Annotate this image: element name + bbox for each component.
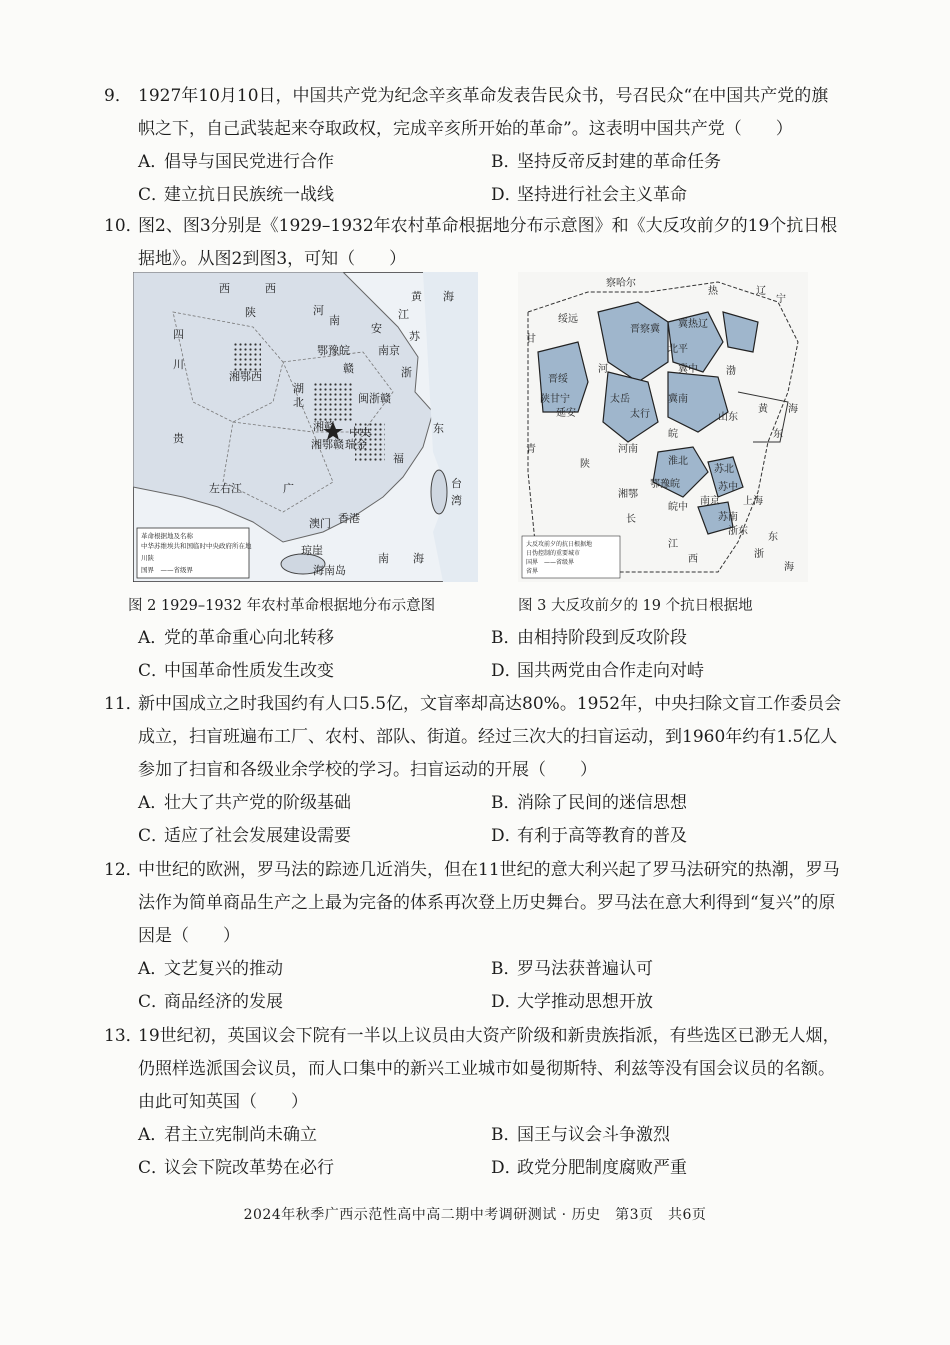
- svg-text:苏南: 苏南: [718, 512, 738, 523]
- page-footer: 2024年秋季广西示范性高中高二期中考调研测试 · 历史 第3页 共6页: [243, 1207, 707, 1223]
- svg-text:南京: 南京: [378, 344, 400, 357]
- svg-text:宁: 宁: [776, 294, 786, 305]
- svg-text:陕: 陕: [245, 306, 256, 319]
- question-number: 12．: [104, 860, 143, 880]
- svg-text:湘鄂: 湘鄂: [618, 489, 638, 500]
- svg-text:瑞金: 瑞金: [345, 438, 367, 451]
- svg-text:河: 河: [598, 364, 608, 375]
- svg-text:香港: 香港: [338, 512, 360, 525]
- option-d[interactable]: D．有利于高等教育的普及: [491, 826, 687, 846]
- svg-text:青: 青: [526, 444, 536, 455]
- svg-text:浙东: 浙东: [728, 526, 748, 537]
- options: [104, 622, 844, 688]
- question-number: 10．: [104, 216, 143, 236]
- svg-text:西: 西: [688, 554, 698, 565]
- svg-text:革命根据地及名称: 革命根据地及名称: [141, 532, 193, 540]
- svg-text:北平: 北平: [668, 344, 688, 355]
- option-a[interactable]: A．君主立宪制尚未确立: [138, 1125, 317, 1145]
- option-a[interactable]: A．壮大了共产党的阶级基础: [138, 793, 351, 813]
- svg-text:浙: 浙: [754, 549, 764, 560]
- svg-text:西: 西: [265, 282, 276, 295]
- svg-text:川陕: 川陕: [141, 554, 154, 562]
- svg-text:热: 热: [708, 286, 718, 297]
- svg-text:澳门: 澳门: [309, 517, 331, 530]
- question-10: [104, 210, 844, 276]
- svg-text:左右江: 左右江: [209, 482, 242, 495]
- svg-text:河南: 河南: [618, 444, 638, 455]
- svg-text:国界 ——省级界: 国界 ——省级界: [141, 566, 193, 574]
- svg-text:山东: 山东: [718, 412, 738, 423]
- svg-text:渤: 渤: [726, 366, 736, 377]
- svg-text:省界: 省界: [526, 568, 539, 575]
- option-b[interactable]: B．由相持阶段到反攻阶段: [491, 628, 687, 648]
- option-b[interactable]: B．坚持反帝反封建的革命任务: [491, 152, 721, 172]
- svg-text:陕: 陕: [580, 459, 590, 470]
- options: [104, 787, 844, 853]
- svg-text:东: 东: [768, 532, 778, 543]
- svg-text:绥远: 绥远: [558, 314, 578, 325]
- svg-text:湘鄂西: 湘鄂西: [229, 370, 262, 383]
- svg-text:冀中: 冀中: [678, 364, 698, 375]
- options: [104, 146, 844, 212]
- base-area: [313, 382, 353, 422]
- svg-text:湘赣: 湘赣: [313, 420, 335, 433]
- option-c[interactable]: C．建立抗日民族统一战线: [138, 185, 334, 205]
- option-d[interactable]: D．政党分肥制度腐败严重: [491, 1158, 687, 1178]
- svg-text:湘鄂赣: 湘鄂赣: [311, 438, 344, 451]
- option-d[interactable]: D．国共两党由合作走向对峙: [491, 661, 704, 681]
- question-number: 9．: [104, 86, 132, 106]
- svg-text:黄: 黄: [758, 404, 768, 415]
- svg-text:日伪控制的重要城市: 日伪控制的重要城市: [526, 550, 581, 557]
- svg-text:湖: 湖: [293, 382, 304, 395]
- option-c[interactable]: C．议会下院改革势在必行: [138, 1158, 334, 1178]
- svg-text:四: 四: [173, 328, 184, 341]
- question-10-options: [104, 622, 844, 688]
- base-area: [233, 342, 261, 372]
- svg-text:浙: 浙: [401, 366, 412, 379]
- question-13: [104, 1020, 844, 1185]
- question-stem: 图2、图3分别是《1929–1932年农村革命根据地分布示意图》和《大反攻前夕的19个抗日根据地》。从图2到图3，可知（ ）: [138, 216, 838, 269]
- question-number: 13．: [104, 1026, 143, 1046]
- svg-text:冀热辽: 冀热辽: [678, 319, 708, 330]
- figure-2-svg: [133, 272, 478, 582]
- svg-text:东: 东: [773, 429, 783, 440]
- option-a[interactable]: A．倡导与国民党进行合作: [138, 152, 334, 172]
- option-c[interactable]: C．适应了社会发展建设需要: [138, 826, 351, 846]
- option-d[interactable]: D．大学推动思想开放: [491, 992, 653, 1012]
- svg-text:北: 北: [293, 396, 304, 409]
- figure-2-caption: 图 2 1929–1932 年农村革命根据地分布示意图: [128, 598, 436, 614]
- svg-text:鄂豫皖: 鄂豫皖: [317, 344, 350, 357]
- question-12: [104, 854, 844, 1019]
- svg-text:海: 海: [443, 290, 454, 303]
- svg-text:海: 海: [784, 562, 794, 573]
- svg-text:湾: 湾: [451, 494, 462, 507]
- option-c[interactable]: C．商品经济的发展: [138, 992, 283, 1012]
- svg-text:福: 福: [393, 452, 404, 465]
- svg-text:赣: 赣: [343, 362, 354, 375]
- svg-text:琼崖: 琼崖: [301, 544, 323, 557]
- svg-text:中央: 中央: [349, 426, 371, 439]
- svg-text:西: 西: [219, 282, 230, 295]
- figure-3-map: [518, 272, 808, 614]
- svg-text:闽浙赣: 闽浙赣: [358, 392, 391, 405]
- svg-text:南京: 南京: [700, 496, 720, 507]
- question-stem: 中世纪的欧洲，罗马法的踪迹几近消失，但在11世纪的意大利兴起了罗马法研究的热潮，罗马法作为简单商品生产之上最为完备的体系再次登上历史舞台。罗马法在意大利得到“复兴”的原因是（ ）: [138, 860, 840, 946]
- svg-text:皖中: 皖中: [668, 502, 688, 513]
- option-a[interactable]: A．文艺复兴的推动: [138, 959, 283, 979]
- svg-text:河: 河: [313, 304, 324, 317]
- svg-text:大反攻前夕的抗日根据地: 大反攻前夕的抗日根据地: [526, 541, 593, 548]
- svg-text:苏: 苏: [409, 330, 420, 343]
- svg-text:苏中: 苏中: [718, 482, 738, 493]
- svg-text:鄂豫皖: 鄂豫皖: [650, 479, 680, 490]
- svg-text:察哈尔: 察哈尔: [606, 278, 636, 289]
- svg-text:南: 南: [329, 314, 340, 327]
- svg-text:太行: 太行: [630, 409, 650, 420]
- option-b[interactable]: B．国王与议会斗争激烈: [491, 1125, 670, 1145]
- question-stem: 新中国成立之时我国约有人口5.5亿，文盲率却高达80%。1952年，中央扫除文盲工作委员会成立，扫盲班遍布工厂、农村、部队、街道。经过三次大的扫盲运动，到1960年约有1.5亿人参加了扫盲和各级业余学校的学习。扫盲运动的开展（ ）: [138, 694, 842, 780]
- options: [104, 1119, 844, 1185]
- svg-text:南: 南: [378, 552, 389, 565]
- question-stem: 19世纪初，英国议会下院有一半以上议员由大资产阶级和新贵族指派，有些选区已渺无人烟，仍照样选派国会议员，而人口集中的新兴工业城市如曼彻斯特、利兹等没有国会议员的名额。由此可知英国（ ）: [138, 1026, 840, 1112]
- svg-text:太岳: 太岳: [610, 394, 630, 405]
- svg-text:海: 海: [788, 404, 798, 415]
- question-number: 11．: [104, 694, 143, 714]
- svg-text:江: 江: [668, 539, 678, 550]
- svg-text:皖: 皖: [668, 429, 678, 440]
- svg-text:黄: 黄: [411, 290, 422, 303]
- figure-3-legend: [522, 536, 620, 578]
- svg-text:中华苏维埃共和国临时中央政府所在地: 中华苏维埃共和国临时中央政府所在地: [141, 542, 252, 550]
- svg-text:苏北: 苏北: [714, 464, 734, 475]
- question-stem: 1927年10月10日，中国共产党为纪念辛亥革命发表告民众书，号召民众“在中国共产党的旗帜之下，自己武装起来夺取政权，完成辛亥所开始的革命”。这表明中国共产党（ ）: [138, 86, 829, 139]
- svg-text:东: 东: [433, 422, 444, 435]
- svg-text:广: 广: [283, 482, 294, 495]
- figure-2-map: [128, 272, 478, 614]
- option-d[interactable]: D．坚持进行社会主义革命: [491, 185, 687, 205]
- figure-2-legend: [137, 528, 252, 578]
- svg-text:海: 海: [413, 552, 424, 565]
- question-11: [104, 688, 844, 853]
- figure-3-svg: [518, 272, 808, 582]
- figure-3-caption: 图 3 大反攻前夕的 19 个抗日根据地: [518, 598, 753, 614]
- svg-text:淮北: 淮北: [668, 456, 688, 467]
- svg-text:贵: 贵: [173, 432, 184, 445]
- svg-text:甘: 甘: [526, 334, 536, 345]
- svg-text:安: 安: [371, 322, 382, 335]
- svg-text:川: 川: [173, 358, 184, 371]
- svg-text:长: 长: [626, 514, 636, 525]
- svg-text:台: 台: [451, 477, 462, 490]
- option-c[interactable]: C．中国革命性质发生改变: [138, 661, 334, 681]
- svg-text:国界 ——省级界: 国界 ——省级界: [526, 559, 575, 566]
- option-b[interactable]: B．罗马法获普遍认可: [491, 959, 653, 979]
- svg-text:海南岛: 海南岛: [313, 564, 346, 577]
- svg-text:上海: 上海: [743, 496, 763, 507]
- svg-text:延安: 延安: [556, 408, 576, 419]
- svg-text:辽: 辽: [756, 286, 766, 297]
- svg-text:晋绥: 晋绥: [548, 374, 568, 385]
- svg-text:陕甘宁: 陕甘宁: [540, 394, 570, 405]
- options: [104, 953, 844, 1019]
- option-a[interactable]: A．党的革命重心向北转移: [138, 628, 334, 648]
- option-b[interactable]: B．消除了民间的迷信思想: [491, 793, 687, 813]
- svg-text:晋察冀: 晋察冀: [630, 324, 660, 335]
- svg-text:江: 江: [398, 308, 409, 321]
- question-9: [104, 80, 844, 212]
- figures-row: [128, 272, 828, 622]
- svg-text:冀南: 冀南: [668, 394, 688, 405]
